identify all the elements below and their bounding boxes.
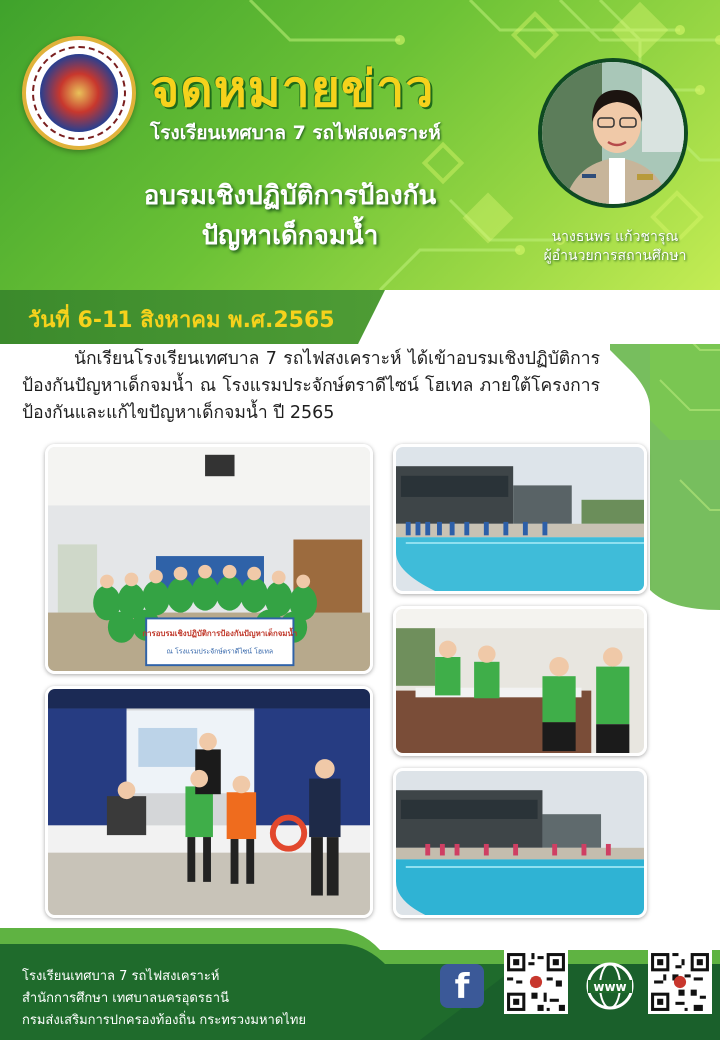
footer-line-3: กรมส่งเสริมการปกครองท้องถิ่น กระทรวงมหาดไทย xyxy=(22,1013,307,1028)
headline-line-1: อบรมเชิงปฏิบัติการป้องกัน xyxy=(143,181,437,211)
director-portrait xyxy=(538,58,688,208)
footer-address xyxy=(22,966,306,1032)
photo-pool-1-image xyxy=(396,447,644,591)
school-logo xyxy=(22,36,136,150)
intro-paragraph xyxy=(22,346,600,427)
photo-banner-line-2: ณ โรงแรมประจักษ์ตราดีไซน์ โฮเทล xyxy=(166,647,274,656)
photo-group-image xyxy=(48,447,370,671)
photo-pool-2 xyxy=(393,768,647,918)
facebook-icon[interactable]: f xyxy=(440,964,484,1008)
photo-lifejacket-demo xyxy=(45,686,373,918)
photo-lifejacket-image xyxy=(48,689,370,915)
photo-group xyxy=(45,444,373,674)
photo-cpr-image xyxy=(396,609,644,753)
footer-line-2: สำนักการศึกษา เทศบาลนครอุดรธานี xyxy=(22,991,229,1006)
director-name: นางธนพร แก้วชารุณ xyxy=(551,229,679,245)
headline-line-2: ปัญหาเด็กจมน้ำ xyxy=(201,221,379,251)
website-qr-code[interactable] xyxy=(648,950,712,1014)
photo-banner-line-1: การอบรมเชิงปฏิบัติการป้องกันปัญหาเด็กจมน้ำ xyxy=(142,628,298,638)
event-date: วันที่ 6-11 สิงหาคม พ.ศ.2565 xyxy=(28,308,335,333)
director-title: ผู้อำนวยการสถานศึกษา xyxy=(543,248,687,264)
logo-emblem xyxy=(40,54,118,132)
newsletter-footer xyxy=(0,928,720,1040)
photo-cpr-training xyxy=(393,606,647,756)
website-globe-icon[interactable] xyxy=(584,960,636,1012)
director-caption xyxy=(520,228,710,266)
photo-pool-1 xyxy=(393,444,647,594)
www-label: www xyxy=(593,980,627,994)
headline xyxy=(55,176,525,256)
intro-text: นักเรียนโรงเรียนเทศบาล 7 รถไฟสงเคราะห์ ได้เข้าอบรมเชิงปฏิบัติการป้องกันปัญหาเด็กจมน้ำ ณ โรงแรมประจักษ์ตราดีไซน์ โฮเทล ภายใต้โครงการป้องกันและแก้ไขปัญหาเด็กจมน้ำ ปี 2565 xyxy=(22,349,600,423)
newsletter-title: จดหมายข่าว xyxy=(150,60,435,118)
newsletter-header xyxy=(0,0,720,290)
photo-pool-2-image xyxy=(396,771,644,915)
date-band xyxy=(0,290,720,344)
footer-line-1: โรงเรียนเทศบาล 7 รถไฟสงเคราะห์ xyxy=(22,969,220,984)
facebook-qr-code[interactable] xyxy=(504,950,568,1014)
school-name: โรงเรียนเทศบาล 7 รถไฟสงเคราะห์ xyxy=(150,122,441,144)
